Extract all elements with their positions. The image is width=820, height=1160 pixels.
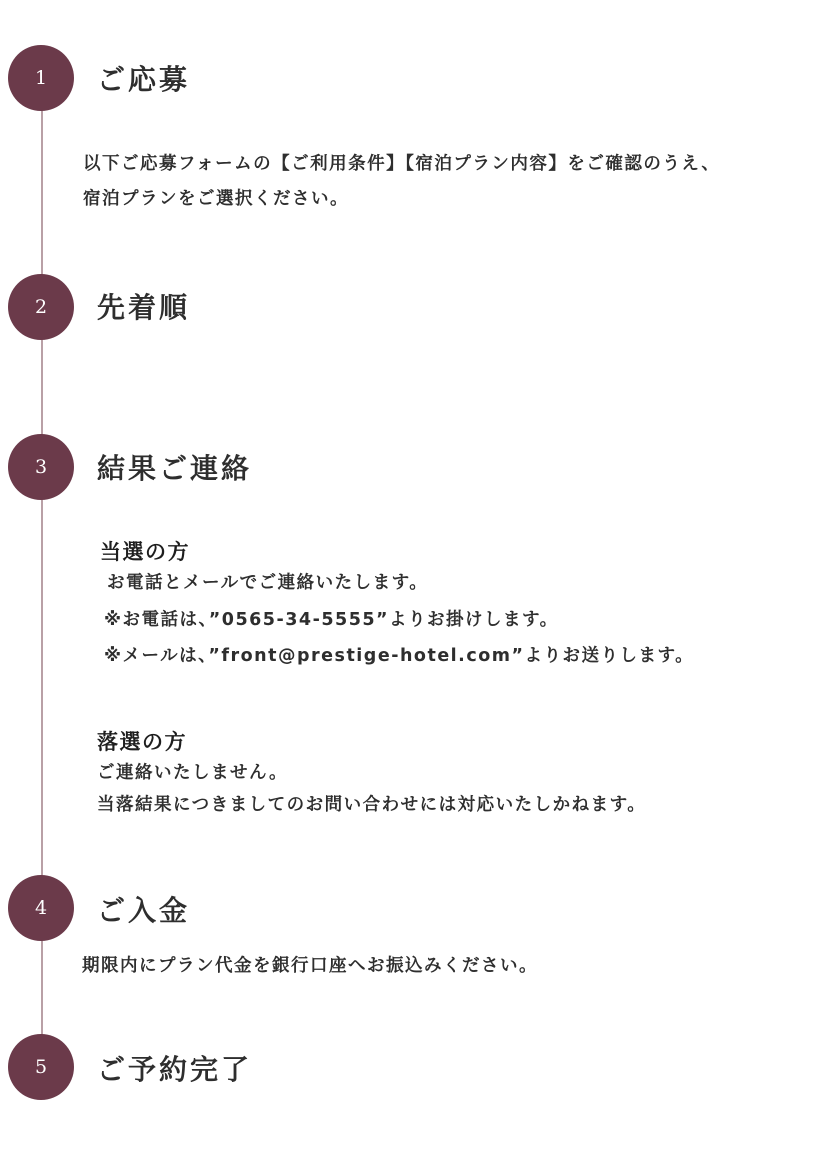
step-2-title: 先着順 (97, 291, 191, 324)
step-2-badge (8, 274, 74, 340)
step-3-number: 3 (34, 456, 48, 478)
winners-line-2: ※お電話は、”0565-34-5555”よりお掛けします。 (104, 610, 559, 630)
step-4-title: ご入金 (97, 894, 191, 927)
step-5-title: ご予約完了 (97, 1053, 253, 1086)
losers-line-1: ご連絡いたしません。 (97, 763, 289, 783)
step-1-description-line-1: 以下ご応募フォームの【ご利用条件】【宿泊プラン内容】をご確認のうえ、 (83, 154, 721, 174)
step-1-title: ご応募 (97, 63, 191, 96)
winners-line-3: ※メールは、”front@prestige-hotel.com”よりお送りします。 (104, 646, 695, 666)
step-5-number: 5 (34, 1056, 48, 1078)
winners-line-1: お電話とメールでご連絡いたします。 (107, 573, 429, 593)
step-1-number: 1 (34, 67, 48, 89)
step-5-badge (8, 1034, 74, 1100)
step-4-badge (8, 875, 74, 941)
winners-heading: 当選の方 (100, 540, 190, 564)
step-3-title: 結果ご連絡 (97, 452, 253, 485)
step-4-number: 4 (34, 897, 48, 919)
step-1-badge (8, 45, 74, 111)
losers-heading: 落選の方 (97, 730, 187, 754)
step-3-badge (8, 434, 74, 500)
step-1-description-line-2: 宿泊プランをご選択ください。 (83, 189, 349, 209)
step-2-number: 2 (34, 296, 48, 318)
losers-line-2: 当落結果につきましてのお問い合わせには対応いたしかねます。 (97, 795, 647, 815)
step-4-description: 期限内にプラン代金を銀行口座へお振込みください。 (82, 956, 538, 976)
